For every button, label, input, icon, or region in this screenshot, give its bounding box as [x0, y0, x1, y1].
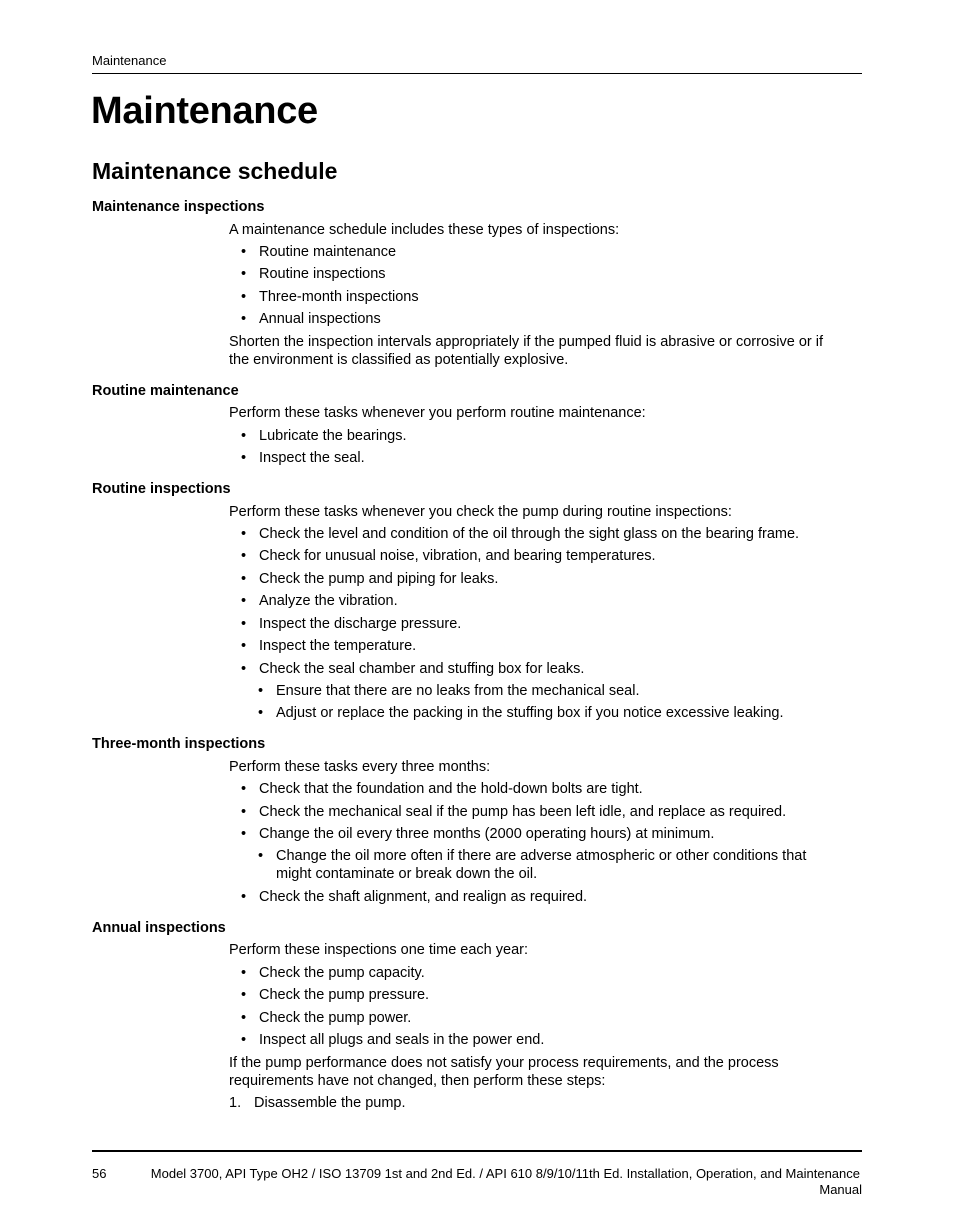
footer-doc-title-line1: Model 3700, API Type OH2 / ISO 13709 1st and 2nd Ed. / API 610 8/9/10/11th Ed. Installation, Operation, and Maintenance [150, 1166, 860, 1181]
performance-note-line2: requirements have not changed, then perform these steps: [229, 1073, 606, 1089]
routine-maintenance-intro: Perform these tasks whenever you perform routine maintenance: [229, 405, 646, 421]
three-month-inspections-heading: Three-month inspections [92, 736, 266, 752]
routine-maintenance-heading: Routine maintenance [92, 383, 239, 399]
running-header: Maintenance [92, 53, 167, 68]
routine-inspections-intro: Perform these tasks whenever you check the pump during routine inspections: [229, 504, 732, 520]
inspection-interval-note-line2: the environment is classified as potentially explosive. [229, 352, 569, 368]
footer-doc-title-line2: Manual [819, 1182, 862, 1197]
footer-divider [92, 1150, 862, 1152]
three-month-intro: Perform these tasks every three months: [229, 759, 491, 775]
section-title: Maintenance schedule [92, 158, 338, 184]
routine-inspections-heading: Routine inspections [92, 481, 231, 497]
annual-inspections-heading: Annual inspections [92, 920, 226, 936]
page-number: 56 [92, 1166, 107, 1181]
header-divider [92, 73, 862, 74]
page-title: Maintenance [91, 90, 318, 132]
annual-intro: Perform these inspections one time each year: [229, 942, 529, 958]
performance-note-line1: If the pump performance does not satisfy your process requirements, and the process [229, 1055, 779, 1071]
sub-list-item-continuation: might contaminate or break down the oil. [276, 866, 538, 882]
inspection-interval-note-line1: Shorten the inspection intervals appropriately if the pumped fluid is abrasive or corrosive or if [229, 334, 823, 350]
maintenance-inspections-intro: A maintenance schedule includes these types of inspections: [229, 222, 620, 238]
maintenance-inspections-heading: Maintenance inspections [92, 199, 265, 215]
